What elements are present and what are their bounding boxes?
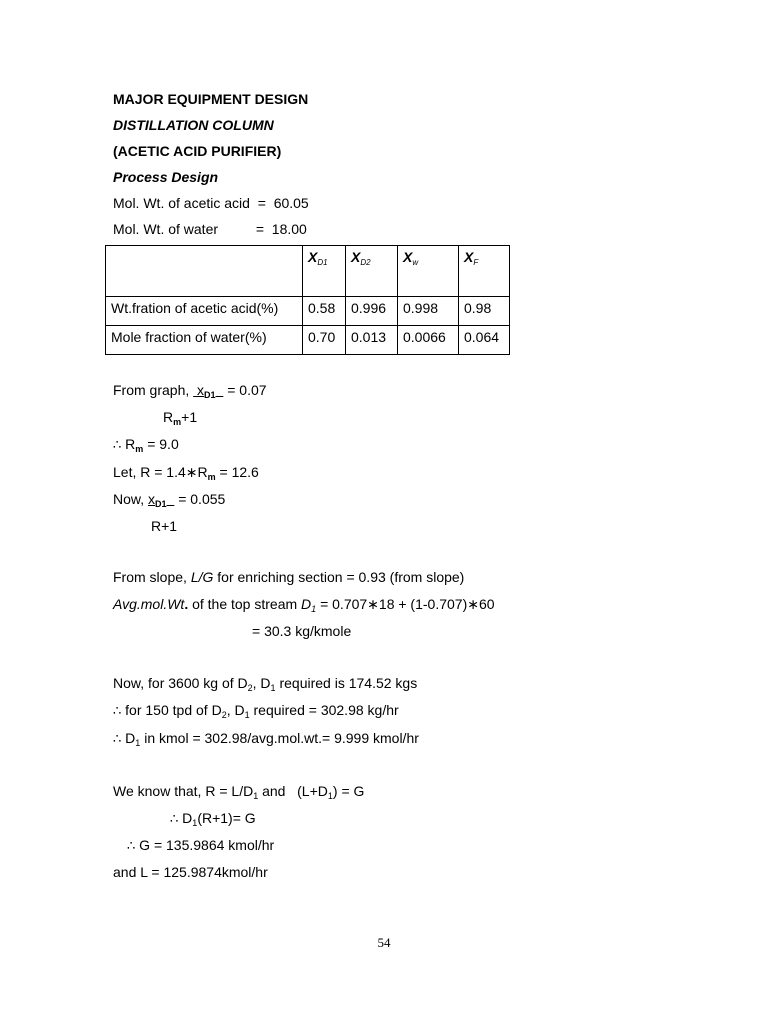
therefore-icon: ∴ (113, 438, 122, 453)
therefore-icon: ∴ (113, 704, 122, 719)
header-xw: $X_w$ (398, 246, 459, 297)
d2-line: Now, for 3600 kg of $D_2$, $D_1$ required is 174.52 kgs (113, 675, 418, 693)
table-header-row (106, 246, 510, 297)
mw-water-eq: = (255, 221, 264, 237)
graph-line: From graph, $x_{D1}$ = 0.07 (113, 382, 267, 400)
therefore-icon: ∴ (127, 839, 136, 854)
table-corner-cell (106, 246, 303, 297)
doc-subtitle-2: (ACETIC ACID PURIFIER) (113, 143, 282, 159)
know-line: We know that, $R = L/D_1$ and $(L+D_1) = G$ (113, 783, 365, 801)
table-cell: 0.064 (459, 326, 510, 355)
table-cell: 0.0066 (398, 326, 459, 355)
now-line: Now, $x_{D1}$ = 0.055 (113, 491, 226, 509)
row-label: Mole fraction of water(%) (106, 326, 303, 355)
page-number: 54 (377, 935, 391, 950)
composition-table (105, 245, 510, 355)
graph-denominator: $R_m+1$ (163, 409, 198, 427)
l-line: and L = 125.9874kmol/hr (113, 864, 268, 880)
let-line: Let, $R = 1.4∗R_m = 12.6$ (113, 464, 259, 482)
mw-water-label: Mol. Wt. of water (113, 221, 219, 237)
now-denominator: R+1 (151, 518, 178, 534)
header-xd2: $X_{D2}$ (346, 246, 398, 297)
slope-line: From slope, L/G for enriching section = 0.93 (from slope) (113, 569, 465, 585)
header-xf: $X_F$ (459, 246, 510, 297)
table-cell: 0.998 (398, 297, 459, 326)
table-row (106, 297, 510, 326)
table-cell: 0.013 (346, 326, 398, 355)
kmol-line: ∴ $D_1$ in kmol = 302.98/avg.mol.wt.= 9.999 kmol/hr (113, 730, 419, 748)
g-line: ∴ G = 135.9864 kmol/hr (127, 837, 275, 854)
rm-line: ∴ $R_m = 9.0$ (113, 436, 179, 454)
avg-result: = 30.3 kg/kmole (252, 623, 352, 639)
doc-subtitle: DISTILLATION COLUMN (113, 117, 274, 133)
table-cell: 0.58 (303, 297, 346, 326)
therefore-icon: ∴ (113, 732, 122, 747)
mw-acid-eq: = (257, 195, 266, 211)
header-xd1: $X_{D1}$ (303, 246, 346, 297)
table-row (106, 326, 510, 355)
mw-water-line (113, 221, 307, 237)
therefore-icon: ∴ (170, 812, 179, 827)
d1r-line: ∴ $D_1(R+1)= G$ (170, 810, 256, 828)
doc-title: MAJOR EQUIPMENT DESIGN (113, 91, 309, 107)
avg-line: Avg.mol.Wt. of the top stream $D_1$ = 0.707∗18 + (1-0.707)∗60 (113, 596, 495, 614)
row-label: Wt.fration of acetic acid(%) (106, 297, 303, 326)
mw-acid-value: 60.05 (273, 195, 309, 211)
now-numerator: $x_{D1}$ (148, 491, 167, 509)
table-cell: 0.996 (346, 297, 398, 326)
tpd-line: ∴ for 150 tpd of $D_2$, $D_1$ required = 302.98 kg/hr (113, 702, 399, 720)
section-heading: Process Design (113, 169, 219, 185)
mw-acid-label: Mol. Wt. of acetic acid (113, 195, 250, 211)
table-cell: 0.98 (459, 297, 510, 326)
mw-water-value: 18.00 (271, 221, 307, 237)
table-cell: 0.70 (303, 326, 346, 355)
mw-acid-line (113, 195, 309, 211)
graph-numerator: $x_{D1}$ (197, 382, 216, 400)
